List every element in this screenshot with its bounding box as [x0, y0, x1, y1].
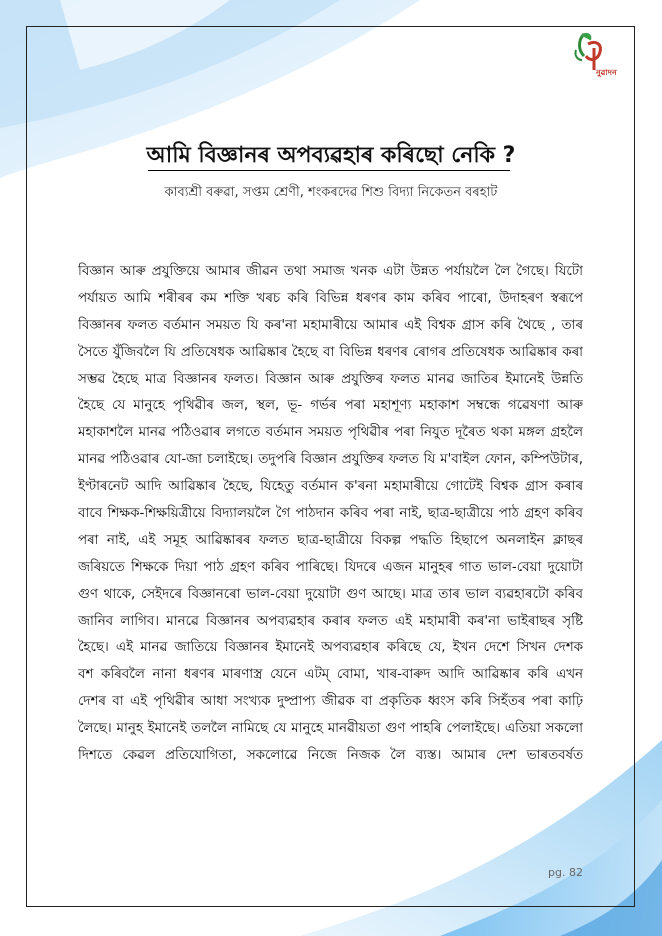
body-line: দেশৰ বা এই পৃথিৱীৰ আধা সংখ্যক দুষ্প্ৰাপ্য জীৱক বা প্ৰকৃতিক ধ্বংস কৰি সিহঁতৰ পৰা কাঢ়ি	[78, 694, 583, 710]
body-line: বিজ্ঞান আৰু প্ৰযুক্তিয়ে আমাৰ জীৱন তথা সমাজ খনক এটা উন্নত পৰ্যায়লৈ লৈ গৈছে। যিটো	[78, 264, 583, 279]
body-line: বশ কৰিবলৈ নানা ধৰণৰ মাৰণাস্ত্ৰ যেনে এটম্ বোমা, খাৰ-বাৰুদ আদি আৱিষ্কাৰ কৰি এখন	[78, 667, 583, 683]
body-line: গুণ থাকে, সেইদৰে বিজ্ঞানৰো ভাল-বেয়া দুয়োটা গুণ আছে। মাত্ৰ তাৰ ভাল ব্যৱহাৰটো কৰিব	[78, 586, 583, 602]
title-underline	[148, 170, 510, 171]
body-line: মানৱ পঠিওৱাৰ যো-জা চলাইছে। তদুপৰি বিজ্ঞান প্ৰযুক্তিৰ ফলত যি ম'বাইল ফোন, কম্পিউটাৰ,	[78, 452, 583, 468]
article-title: আমি বিজ্ঞানৰ অপব্যৱহাৰ কৰিছো নেকি ?	[146, 143, 516, 168]
body-line: মহাকাশলৈ মানৱ পঠিওৱাৰ লগতে বৰ্তমান সময়ত পৃথিৱীৰ পৰা নিযুত দূৰৈত থকা মঙ্গল গ্ৰহলৈ	[78, 425, 583, 441]
body-line: লৈছে। মানুহ ইমানেই তললৈ নামিছে যে মানুহে মানৱীয়তা গুণ পাহৰি পেলাইছে। এতিয়া সকলো	[78, 721, 583, 737]
body-line: দিশতে কেৱল প্ৰতিযোগিতা, সকলোৱে নিজে নিজক লৈ ব্যস্ত। আমাৰ দেশ ভাৰতবৰ্ষত	[78, 748, 583, 764]
article-body	[78, 259, 583, 770]
body-line: সৈতে যুঁজিবলৈ যি প্ৰতিষেধক আৱিষ্কাৰ হৈছে বা বিভিন্ন ধৰণৰ ৰোগৰ প্ৰতিষেধক আৱিষ্কাৰ কৰা	[78, 344, 583, 360]
body-line: বাবে শিক্ষক-শিক্ষয়িত্ৰীয়ে বিদ্যালয়লৈ গৈ পাঠদান কৰিব পৰা নাই, ছাত্ৰ-ছাত্ৰীয়ে পাঠ গ্ৰহণ কৰিব	[78, 506, 583, 522]
body-line: জৰিয়তে শিক্ষকে দিয়া পাঠ গ্ৰহণ কৰিব পাৰিছে। যিদৰে এজন মানুহৰ গাত ভাল-বেয়া দুয়োটা	[78, 559, 583, 575]
body-line: হৈছে যে মানুহে পৃথিৱীৰ জল, স্থল, ভূ- গৰ্ভৰ পৰা মহাশূণ্য মহাকাশ সম্বন্ধে গৱেষণা আৰু	[78, 398, 583, 414]
body-line: হৈছে। এই মানৱ জাতিয়ে বিজ্ঞানৰ ইমানেই অপব্যৱহাৰ কৰিছে যে, ইখন দেশে সিখন দেশক	[78, 640, 583, 656]
body-line: পৰ্যায়ত আমি শৰীৰৰ কম শক্তি খৰচ কৰি বিভিন্ন ধৰণৰ কাম কৰিব পাৰো, উদাহৰণ স্বৰূপে	[78, 290, 583, 306]
body-line: জানিব লাগিব। মানৱে বিজ্ঞানৰ অপব্যৱহাৰ কৰাৰ ফলত এই মহামাৰী কৰ'না ভাইৰাছৰ সৃষ্টি	[78, 613, 583, 629]
body-line: সম্ভৱ হৈছে মাত্ৰ বিজ্ঞানৰ ফলত। বিজ্ঞান আৰু প্ৰযুক্তিৰ ফলত মানৱ জাতিৰ ইমানেই উন্নতি	[78, 371, 583, 387]
page-number: pg. 82	[548, 866, 583, 879]
body-line: বিজ্ঞানৰ ফলত বৰ্তমান সময়ত যি কৰ'না মহামাৰীয়ে আমাৰ এই বিশ্বক গ্ৰাস কৰি থৈছে , তাৰ	[78, 317, 583, 333]
logo-wordmark: নুৱাদন	[596, 68, 617, 77]
body-line: পৰা নাই, এই সমূহ আৱিষ্কাৰৰ ফলত ছাত্ৰ-ছাত্ৰীয়ে বিকল্প পদ্ধতি হিছাপে অনলাইন ক্লাছৰ	[78, 532, 583, 548]
body-line: ইণ্টাৰনেট আদি আৱিষ্কাৰ হৈছে, যিহেতু বৰ্তমান ক'ৰনা মহামাৰীয়ে গোটেই বিশ্বক গ্ৰাস কৰাৰ	[78, 479, 583, 495]
article-byline: কাব্যশ্ৰী বৰুৱা, সপ্তম শ্ৰেণী, শংকৰদেৱ শিশু বিদ্যা নিকেতন বৰহাট	[164, 185, 498, 200]
